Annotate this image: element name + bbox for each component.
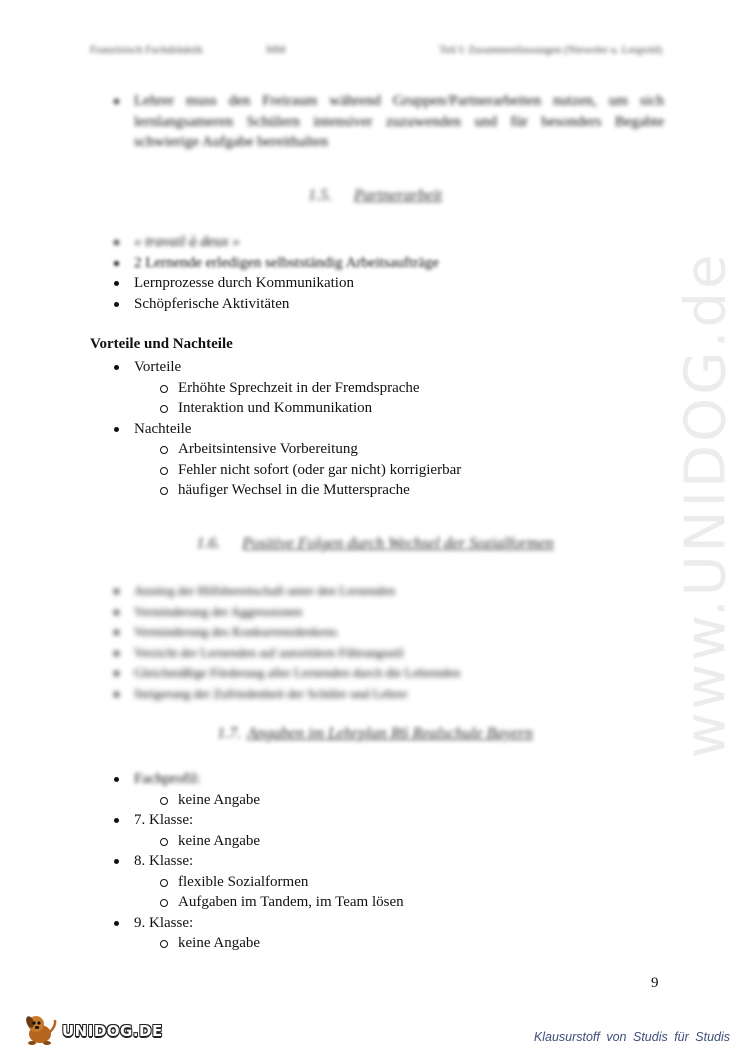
section-number: 1.6. <box>196 535 221 552</box>
list-item-fachprofil <box>114 769 664 810</box>
group-label: 7. Klasse: <box>134 812 194 828</box>
page-number: 9 <box>651 975 659 991</box>
header-initials: MM <box>266 44 286 56</box>
sub-list <box>134 872 664 913</box>
section-number: 1.7. <box>217 725 242 742</box>
sub-list-item: keine Angabe <box>160 790 664 811</box>
sub-list <box>134 831 664 852</box>
list-item: Verminderung der Aggressionen <box>114 602 664 623</box>
sub-list-item: flexible Sozialformen <box>160 872 664 893</box>
group-label: 9. Klasse: <box>134 914 194 931</box>
list-item-nachteile <box>114 419 664 501</box>
list-item: Anstieg der Hilfsbereitschaft unter den Lernenden <box>114 581 664 602</box>
list-item: 2 Lernende erledigen selbstständig Arbeitsaufträge <box>114 253 664 274</box>
list-item: Lernprozesse durch Kommunikation <box>114 273 664 294</box>
sub-list-item: Arbeitsintensive Vorbereitung <box>160 439 664 460</box>
sub-list-item: Aufgaben im Tandem, im Team lösen <box>160 892 664 913</box>
sub-list <box>134 790 664 811</box>
sub-list-item: keine Angabe <box>160 933 664 954</box>
list-item-vorteile <box>114 357 664 419</box>
header-course: Französisch Fachdidaktik <box>90 44 203 56</box>
sub-list-item: keine Angabe <box>160 831 664 852</box>
footer-tagline: Klausurstoff von Studis für Studis <box>533 1030 730 1044</box>
intro-bullet-list <box>114 91 664 153</box>
sub-list-item: Interaktion und Kommunikation <box>160 398 664 419</box>
sub-list-item: Erhöhte Sprechzeit in der Fremdsprache <box>160 378 664 399</box>
list-item: Gleichmäßige Förderung aller Lernenden durch die Lehrenden <box>114 663 664 684</box>
page-header <box>90 44 662 60</box>
group-label: Nachteile <box>134 420 192 437</box>
section-title: Angaben im Lehrplan R6 Realschule Bayern <box>247 725 533 742</box>
list-item: Schöpferische Aktivitäten <box>114 294 664 315</box>
sub-list-item: häufiger Wechsel in die Muttersprache <box>160 480 664 501</box>
sub-list-item: Fehler nicht sofort (oder gar nicht) korrigierbar <box>160 460 664 481</box>
section-heading-1-7 <box>0 725 750 743</box>
positive-folgen-bullet-list <box>114 581 664 704</box>
list-item: Steigerung der Zufriedenheit der Schüler und Lehrer <box>114 684 664 705</box>
section-heading-1-5 <box>0 187 750 205</box>
sub-list <box>134 439 664 501</box>
watermark: www.UNIDOG.de <box>673 251 739 759</box>
section-heading-1-6 <box>0 535 750 553</box>
group-label: Vorteile <box>134 359 182 375</box>
list-item-klasse-7 <box>114 810 664 851</box>
vorteile-nachteile-list <box>114 357 664 501</box>
sub-list <box>134 933 664 954</box>
logo-text: UNIDOG.DE <box>62 1022 163 1040</box>
section-number: 1.5. <box>308 187 332 204</box>
list-item: « travail à deux » <box>114 232 664 253</box>
section-title: Partnerarbeit <box>354 187 442 204</box>
list-item: Verminderung des Konkurrenzdenkens <box>114 622 664 643</box>
section-title: Positive Folgen durch Wechsel der Sozialformen <box>242 535 554 552</box>
list-item: Verzicht der Lernenden auf autoritären Führungsstil <box>114 643 664 664</box>
sub-list <box>134 378 664 419</box>
header-section: Teil I: Zusammenfassungen (Nieweler u. Leupold) <box>439 44 662 56</box>
list-item-klasse-9 <box>114 913 664 954</box>
list-item: Lehrer muss den Freiraum während Gruppen/Partnerarbeiten nutzen, um sich lernlangsameren Schülern intensiver zuzuwenden und für besonders Begabte schwierige Aufgabe bereithalten <box>114 91 664 153</box>
vorteile-nachteile-heading: Vorteile und Nachteile <box>90 336 233 352</box>
group-label: Fachprofil: <box>134 771 201 787</box>
unidog-logo[interactable] <box>22 1012 182 1046</box>
dog-mascot-icon <box>22 1012 58 1046</box>
list-item-klasse-8 <box>114 851 664 913</box>
lehrplan-list <box>114 769 664 954</box>
partnerarbeit-bullet-list <box>114 232 664 314</box>
group-label: 8. Klasse: <box>134 853 194 869</box>
